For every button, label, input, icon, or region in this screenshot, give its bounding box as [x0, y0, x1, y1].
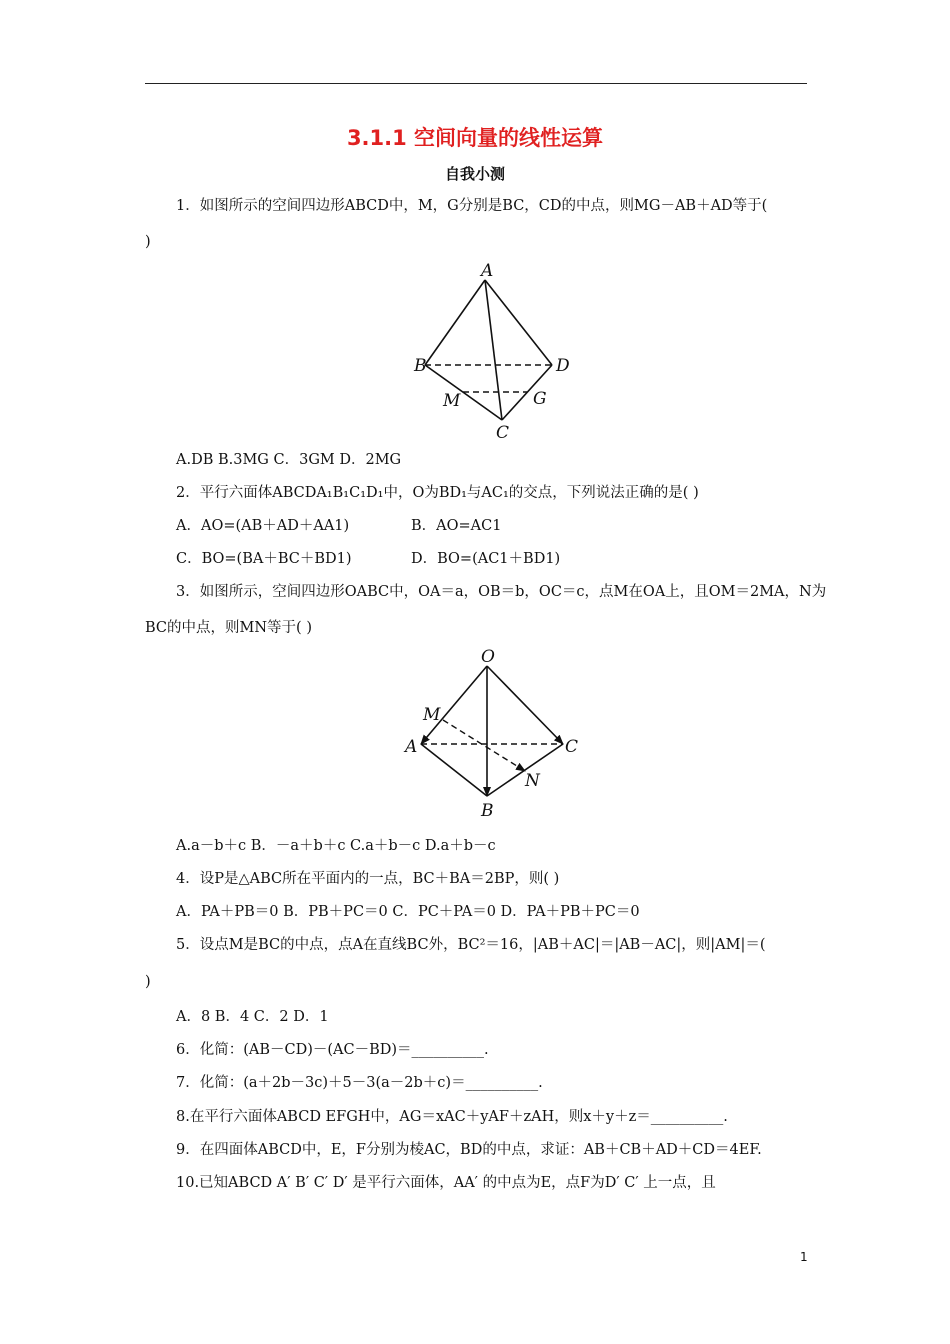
page-title: 3.1.1 空间向量的线性运算	[346, 126, 604, 150]
label-n: N	[525, 771, 540, 791]
label-m: M	[423, 705, 441, 725]
question-5-text: 5．设点M是BC的中点，点A在直线BC外，BC²＝16，|AB＋AC|＝|AB－AC|，则|AM|＝(	[176, 937, 766, 953]
question-3-text-cont: BC的中点，则MN等于( )	[145, 620, 312, 636]
label-a: A	[405, 737, 418, 757]
section-subtitle: 自我小测	[444, 165, 505, 183]
label-c: C	[496, 423, 510, 443]
question-2-option-d: D．BO=(AC1＋BD1)	[411, 551, 561, 567]
question-2-option-c: C．BO=(BA＋BC＋BD1)	[176, 551, 352, 567]
label-c: C	[565, 737, 579, 757]
question-1-paren: )	[145, 234, 151, 250]
question-2-option-a: A．AO=(AB＋AD＋AA1)	[176, 518, 350, 534]
question-5-paren: )	[145, 974, 151, 990]
label-d: D	[556, 356, 570, 376]
label-m: M	[443, 391, 461, 411]
question-4-options: A．PA＋PB＝0 B．PB＋PC＝0 C．PC＋PA＝0 D．PA＋PB＋PC＝0	[176, 904, 640, 920]
question-5-options: A．8 B．4 C．2 D．1	[176, 1009, 329, 1025]
label-o: O	[481, 647, 495, 667]
question-8-text: 8.在平行六面体ABCD EFGH中，AG＝xAC＋yAF＋zAH，则x＋y＋z＝__________.	[176, 1109, 728, 1125]
page-number: 1	[800, 1250, 808, 1264]
question-7-text: 7．化简：(a＋2b－3c)＋5－3(a－2b＋c)＝__________.	[176, 1075, 543, 1091]
question-2-option-b: B．AO=AC1	[411, 518, 502, 534]
label-b: B	[481, 801, 494, 821]
question-3-text: 3．如图所示，空间四边形OABC中，OA＝a，OB＝b，OC＝c，点M在OA上，且OM＝2MA，N为	[176, 584, 827, 600]
question-1-options: A.DB B.3MG C．3GM D．2MG	[176, 452, 402, 468]
question-4-text: 4．设P是△ABC所在平面内的一点，BC＋BA＝2BP，则( )	[176, 871, 560, 887]
label-a: A	[481, 261, 494, 281]
question-9-text: 9．在四面体ABCD中，E，F分别为棱AC，BD的中点，求证：AB＋CB＋AD＋CD＝4EF.	[176, 1142, 762, 1158]
label-g: G	[533, 389, 547, 409]
question-10-text: 10.已知ABCD A′ B′ C′ D′ 是平行六面体，AA′ 的中点为E，点F为D′ C′ 上一点，且	[176, 1175, 716, 1191]
question-2-text: 2．平行六面体ABCDA₁B₁C₁D₁中，O为BD₁与AC₁的交点，下列说法正确的是( )	[176, 485, 699, 501]
question-3-options: A.a－b＋c B．－a＋b＋c C.a＋b－c D.a＋b－c	[176, 838, 496, 854]
label-b: B	[414, 356, 427, 376]
question-6-text: 6．化简：(AB－CD)－(AC－BD)＝__________.	[176, 1042, 489, 1058]
tetrahedron-abcd-figure	[405, 258, 585, 443]
question-1-text: 1．如图所示的空间四边形ABCD中，M，G分别是BC，CD的中点，则MG－AB＋AD等于(	[176, 198, 768, 214]
header-rule	[145, 83, 807, 84]
tetrahedron-oabc-figure	[395, 644, 595, 824]
